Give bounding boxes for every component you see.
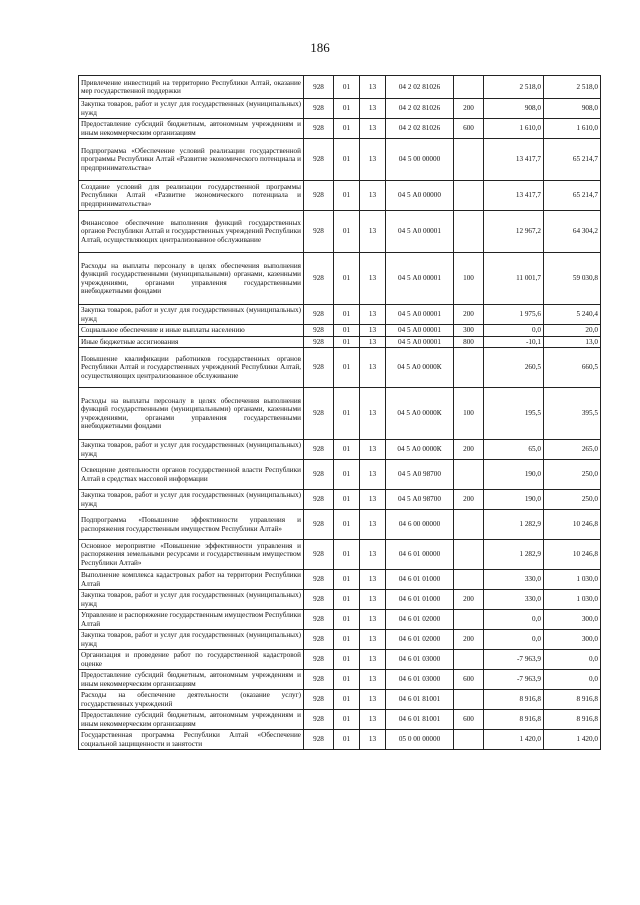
table-row bbox=[79, 119, 601, 139]
cell-amount-2: 10 246,8 bbox=[544, 540, 601, 570]
cell-amount-2: 8 916,8 bbox=[544, 690, 601, 710]
cell-amount-1: 0,0 bbox=[484, 325, 544, 337]
cell-amount-1: 0,0 bbox=[484, 610, 544, 630]
cell-expense-type: 600 bbox=[454, 670, 484, 690]
cell-target-article: 04 5 00 00000 bbox=[386, 139, 454, 181]
cell-amount-1: 12 967,2 bbox=[484, 211, 544, 253]
cell-expense-type bbox=[454, 610, 484, 630]
cell-expense-type bbox=[454, 460, 484, 490]
cell-description: Закупка товаров, работ и услуг для государственных (муниципальных) нужд bbox=[79, 440, 304, 460]
table-row bbox=[79, 570, 601, 590]
cell-subsection: 13 bbox=[360, 388, 386, 440]
cell-admin-code: 928 bbox=[304, 181, 334, 211]
cell-amount-2: 660,5 bbox=[544, 348, 601, 388]
cell-admin-code: 928 bbox=[304, 211, 334, 253]
cell-expense-type: 200 bbox=[454, 99, 484, 119]
cell-admin-code: 928 bbox=[304, 590, 334, 610]
cell-admin-code: 928 bbox=[304, 690, 334, 710]
cell-subsection: 13 bbox=[360, 139, 386, 181]
cell-description: Организация и проведение работ по государственной кадастровой оценке bbox=[79, 650, 304, 670]
cell-amount-1: 13 417,7 bbox=[484, 139, 544, 181]
table-row bbox=[79, 690, 601, 710]
cell-target-article: 04 5 А0 0000К bbox=[386, 348, 454, 388]
cell-description: Расходы на выплаты персоналу в целях обеспечения выполнения функций государственными (муниципальными) органами, казенными учреждениями, органами управления государственными внебюджетными фондами bbox=[79, 253, 304, 305]
cell-expense-type: 800 bbox=[454, 336, 484, 348]
cell-amount-2: 0,0 bbox=[544, 650, 601, 670]
cell-amount-2: 265,0 bbox=[544, 440, 601, 460]
cell-description: Предоставление субсидий бюджетным, автономным учреждениям и иным некоммерческим организациям bbox=[79, 119, 304, 139]
table-row bbox=[79, 181, 601, 211]
cell-section: 01 bbox=[334, 139, 360, 181]
cell-section: 01 bbox=[334, 336, 360, 348]
cell-description: Повышение квалификации работников государственных органов Республики Алтай и государственных учреждений Республики Алтай, осуществляющих централизованное обслуживание bbox=[79, 348, 304, 388]
cell-subsection: 13 bbox=[360, 211, 386, 253]
table-row bbox=[79, 211, 601, 253]
cell-target-article: 04 6 01 01000 bbox=[386, 570, 454, 590]
cell-amount-1: 190,0 bbox=[484, 490, 544, 510]
cell-description: Предоставление субсидий бюджетным, автономным учреждениям и иным некоммерческим организациям bbox=[79, 710, 304, 730]
cell-expense-type: 200 bbox=[454, 440, 484, 460]
cell-admin-code: 928 bbox=[304, 650, 334, 670]
cell-amount-2: 250,0 bbox=[544, 460, 601, 490]
cell-amount-2: 13,0 bbox=[544, 336, 601, 348]
table-body bbox=[79, 76, 601, 750]
cell-admin-code: 928 bbox=[304, 76, 334, 99]
table-row bbox=[79, 670, 601, 690]
cell-description: Социальное обеспечение и иные выплаты населению bbox=[79, 325, 304, 337]
cell-amount-2: 1 610,0 bbox=[544, 119, 601, 139]
cell-expense-type bbox=[454, 76, 484, 99]
cell-admin-code: 928 bbox=[304, 510, 334, 540]
cell-target-article: 04 5 А0 98700 bbox=[386, 490, 454, 510]
cell-description: Закупка товаров, работ и услуг для государственных (муниципальных) нужд bbox=[79, 305, 304, 325]
cell-admin-code: 928 bbox=[304, 540, 334, 570]
cell-subsection: 13 bbox=[360, 305, 386, 325]
cell-amount-2: 59 030,8 bbox=[544, 253, 601, 305]
cell-subsection: 13 bbox=[360, 610, 386, 630]
cell-section: 01 bbox=[334, 650, 360, 670]
cell-target-article: 04 2 02 81026 bbox=[386, 76, 454, 99]
table-row bbox=[79, 76, 601, 99]
cell-amount-2: 250,0 bbox=[544, 490, 601, 510]
cell-description: Подпрограмма «Повышение эффективности управления и распоряжения государственным имуществом Республики Алтай» bbox=[79, 510, 304, 540]
table-row bbox=[79, 540, 601, 570]
cell-expense-type: 200 bbox=[454, 305, 484, 325]
table-row bbox=[79, 253, 601, 305]
cell-expense-type bbox=[454, 139, 484, 181]
cell-description: Иные бюджетные ассигнования bbox=[79, 336, 304, 348]
cell-target-article: 04 5 А0 00001 bbox=[386, 325, 454, 337]
cell-amount-1: 1 282,9 bbox=[484, 510, 544, 540]
table-row bbox=[79, 325, 601, 337]
cell-admin-code: 928 bbox=[304, 730, 334, 750]
table-row bbox=[79, 139, 601, 181]
cell-section: 01 bbox=[334, 710, 360, 730]
cell-target-article: 04 6 01 03000 bbox=[386, 650, 454, 670]
table-row bbox=[79, 510, 601, 540]
cell-subsection: 13 bbox=[360, 730, 386, 750]
cell-amount-1: 65,0 bbox=[484, 440, 544, 460]
cell-target-article: 04 5 А0 98700 bbox=[386, 460, 454, 490]
cell-admin-code: 928 bbox=[304, 253, 334, 305]
cell-amount-1: 908,0 bbox=[484, 99, 544, 119]
cell-amount-2: 908,0 bbox=[544, 99, 601, 119]
cell-target-article: 04 6 01 01000 bbox=[386, 590, 454, 610]
cell-amount-2: 2 518,0 bbox=[544, 76, 601, 99]
cell-amount-2: 1 420,0 bbox=[544, 730, 601, 750]
cell-subsection: 13 bbox=[360, 540, 386, 570]
table-row bbox=[79, 490, 601, 510]
cell-subsection: 13 bbox=[360, 570, 386, 590]
cell-section: 01 bbox=[334, 730, 360, 750]
cell-amount-1: 1 610,0 bbox=[484, 119, 544, 139]
cell-expense-type bbox=[454, 730, 484, 750]
cell-amount-2: 65 214,7 bbox=[544, 139, 601, 181]
cell-subsection: 13 bbox=[360, 510, 386, 540]
table-row bbox=[79, 440, 601, 460]
cell-subsection: 13 bbox=[360, 710, 386, 730]
cell-section: 01 bbox=[334, 99, 360, 119]
cell-admin-code: 928 bbox=[304, 490, 334, 510]
cell-subsection: 13 bbox=[360, 590, 386, 610]
cell-admin-code: 928 bbox=[304, 99, 334, 119]
cell-subsection: 13 bbox=[360, 348, 386, 388]
cell-subsection: 13 bbox=[360, 181, 386, 211]
cell-admin-code: 928 bbox=[304, 119, 334, 139]
cell-description: Управление и распоряжение государственным имуществом Республики Алтай bbox=[79, 610, 304, 630]
cell-amount-1: -7 963,9 bbox=[484, 670, 544, 690]
table-row bbox=[79, 460, 601, 490]
cell-description: Подпрограмма «Обеспечение условий реализации государственной программы Республики Алтай «Развитие экономического потенциала и предпринимательства» bbox=[79, 139, 304, 181]
cell-description: Государственная программа Республики Алтай «Обеспечение социальной защищенности и занятости bbox=[79, 730, 304, 750]
table-row bbox=[79, 590, 601, 610]
page-number: 186 bbox=[310, 40, 330, 55]
cell-expense-type: 100 bbox=[454, 388, 484, 440]
table-row bbox=[79, 336, 601, 348]
cell-subsection: 13 bbox=[360, 76, 386, 99]
cell-description: Выполнение комплекса кадастровых работ на территории Республики Алтай bbox=[79, 570, 304, 590]
cell-amount-1: 0,0 bbox=[484, 630, 544, 650]
cell-section: 01 bbox=[334, 590, 360, 610]
cell-expense-type bbox=[454, 348, 484, 388]
cell-expense-type: 100 bbox=[454, 253, 484, 305]
cell-target-article: 04 5 А0 00001 bbox=[386, 305, 454, 325]
cell-amount-2: 300,0 bbox=[544, 610, 601, 630]
cell-section: 01 bbox=[334, 181, 360, 211]
cell-subsection: 13 bbox=[360, 99, 386, 119]
cell-amount-1: 1 282,9 bbox=[484, 540, 544, 570]
cell-amount-1: -7 963,9 bbox=[484, 650, 544, 670]
table-row bbox=[79, 305, 601, 325]
cell-target-article: 04 5 А0 00001 bbox=[386, 211, 454, 253]
cell-admin-code: 928 bbox=[304, 440, 334, 460]
cell-section: 01 bbox=[334, 670, 360, 690]
cell-amount-1: 330,0 bbox=[484, 570, 544, 590]
cell-description: Закупка товаров, работ и услуг для государственных (муниципальных) нужд bbox=[79, 490, 304, 510]
cell-expense-type bbox=[454, 540, 484, 570]
cell-section: 01 bbox=[334, 388, 360, 440]
cell-target-article: 04 5 А0 0000К bbox=[386, 388, 454, 440]
cell-target-article: 04 6 01 00000 bbox=[386, 540, 454, 570]
cell-amount-2: 300,0 bbox=[544, 630, 601, 650]
cell-section: 01 bbox=[334, 570, 360, 590]
cell-description: Расходы на обеспечение деятельности (оказание услуг) государственных учреждений bbox=[79, 690, 304, 710]
cell-amount-2: 5 240,4 bbox=[544, 305, 601, 325]
cell-amount-2: 1 030,0 bbox=[544, 570, 601, 590]
cell-admin-code: 928 bbox=[304, 670, 334, 690]
cell-amount-2: 0,0 bbox=[544, 670, 601, 690]
cell-amount-1: 11 001,7 bbox=[484, 253, 544, 305]
cell-section: 01 bbox=[334, 510, 360, 540]
cell-subsection: 13 bbox=[360, 630, 386, 650]
table-row bbox=[79, 388, 601, 440]
cell-description: Привлечение инвестиций на территорию Республики Алтай, оказание мер государственной поддержки bbox=[79, 76, 304, 99]
cell-section: 01 bbox=[334, 630, 360, 650]
cell-target-article: 04 6 01 02000 bbox=[386, 610, 454, 630]
cell-description: Финансовое обеспечение выполнения функций государственных органов Республики Алтай и государственных учреждений Республики Алтай, осуществляющих централизованное обслуживание bbox=[79, 211, 304, 253]
cell-admin-code: 928 bbox=[304, 460, 334, 490]
cell-expense-type: 200 bbox=[454, 490, 484, 510]
cell-target-article: 04 6 01 03000 bbox=[386, 670, 454, 690]
cell-expense-type bbox=[454, 650, 484, 670]
cell-admin-code: 928 bbox=[304, 630, 334, 650]
cell-expense-type: 200 bbox=[454, 630, 484, 650]
cell-section: 01 bbox=[334, 490, 360, 510]
cell-admin-code: 928 bbox=[304, 570, 334, 590]
cell-admin-code: 928 bbox=[304, 710, 334, 730]
cell-target-article: 04 5 А0 00001 bbox=[386, 336, 454, 348]
cell-target-article: 04 6 00 00000 bbox=[386, 510, 454, 540]
table-row bbox=[79, 348, 601, 388]
cell-section: 01 bbox=[334, 76, 360, 99]
cell-expense-type bbox=[454, 211, 484, 253]
cell-amount-2: 65 214,7 bbox=[544, 181, 601, 211]
cell-target-article: 05 0 00 00000 bbox=[386, 730, 454, 750]
cell-section: 01 bbox=[334, 348, 360, 388]
cell-target-article: 04 2 02 81026 bbox=[386, 119, 454, 139]
cell-admin-code: 928 bbox=[304, 610, 334, 630]
cell-amount-2: 20,0 bbox=[544, 325, 601, 337]
cell-admin-code: 928 bbox=[304, 388, 334, 440]
cell-description: Создание условий для реализации государственной программы Республики Алтай «Развитие экономического потенциала и предпринимательства» bbox=[79, 181, 304, 211]
cell-expense-type bbox=[454, 181, 484, 211]
cell-subsection: 13 bbox=[360, 650, 386, 670]
cell-admin-code: 928 bbox=[304, 139, 334, 181]
cell-amount-2: 8 916,8 bbox=[544, 710, 601, 730]
cell-admin-code: 928 bbox=[304, 325, 334, 337]
cell-admin-code: 928 bbox=[304, 348, 334, 388]
cell-description: Закупка товаров, работ и услуг для государственных (муниципальных) нужд bbox=[79, 590, 304, 610]
cell-section: 01 bbox=[334, 540, 360, 570]
cell-amount-2: 64 304,2 bbox=[544, 211, 601, 253]
cell-subsection: 13 bbox=[360, 490, 386, 510]
cell-target-article: 04 5 А0 0000К bbox=[386, 440, 454, 460]
cell-target-article: 04 2 02 81026 bbox=[386, 99, 454, 119]
cell-description: Закупка товаров, работ и услуг для государственных (муниципальных) нужд bbox=[79, 630, 304, 650]
table-row bbox=[79, 610, 601, 630]
cell-target-article: 04 5 А0 00000 bbox=[386, 181, 454, 211]
cell-expense-type bbox=[454, 690, 484, 710]
cell-amount-2: 10 246,8 bbox=[544, 510, 601, 540]
cell-expense-type bbox=[454, 510, 484, 540]
table-row bbox=[79, 710, 601, 730]
cell-expense-type bbox=[454, 570, 484, 590]
cell-amount-1: 13 417,7 bbox=[484, 181, 544, 211]
cell-amount-1: 260,5 bbox=[484, 348, 544, 388]
table-row bbox=[79, 99, 601, 119]
cell-target-article: 04 6 01 02000 bbox=[386, 630, 454, 650]
cell-section: 01 bbox=[334, 253, 360, 305]
cell-subsection: 13 bbox=[360, 119, 386, 139]
table-row bbox=[79, 730, 601, 750]
cell-description: Освещение деятельности органов государственной власти Республики Алтай в средствах массовой информации bbox=[79, 460, 304, 490]
cell-section: 01 bbox=[334, 119, 360, 139]
cell-amount-1: 330,0 bbox=[484, 590, 544, 610]
cell-section: 01 bbox=[334, 440, 360, 460]
cell-section: 01 bbox=[334, 305, 360, 325]
cell-target-article: 04 6 01 81001 bbox=[386, 710, 454, 730]
cell-subsection: 13 bbox=[360, 253, 386, 305]
cell-section: 01 bbox=[334, 690, 360, 710]
cell-description: Расходы на выплаты персоналу в целях обеспечения выполнения функций государственными (муниципальными) органами, казенными учреждениями, органами управления государственными внебюджетными фондами bbox=[79, 388, 304, 440]
cell-description: Закупка товаров, работ и услуг для государственных (муниципальных) нужд bbox=[79, 99, 304, 119]
table-row bbox=[79, 630, 601, 650]
cell-amount-1: 8 916,8 bbox=[484, 710, 544, 730]
cell-amount-2: 1 030,0 bbox=[544, 590, 601, 610]
cell-description: Предоставление субсидий бюджетным, автономным учреждениям и иным некоммерческим организациям bbox=[79, 670, 304, 690]
cell-admin-code: 928 bbox=[304, 305, 334, 325]
cell-subsection: 13 bbox=[360, 460, 386, 490]
cell-target-article: 04 6 01 81001 bbox=[386, 690, 454, 710]
cell-target-article: 04 5 А0 00001 bbox=[386, 253, 454, 305]
cell-description: Основное мероприятие «Повышение эффективности управления и распоряжения земельными ресурсами и государственным имуществом Республики Алтай» bbox=[79, 540, 304, 570]
cell-section: 01 bbox=[334, 211, 360, 253]
cell-section: 01 bbox=[334, 325, 360, 337]
cell-expense-type: 600 bbox=[454, 119, 484, 139]
cell-amount-1: 1 420,0 bbox=[484, 730, 544, 750]
cell-section: 01 bbox=[334, 610, 360, 630]
cell-amount-1: 8 916,8 bbox=[484, 690, 544, 710]
cell-expense-type: 600 bbox=[454, 710, 484, 730]
cell-subsection: 13 bbox=[360, 336, 386, 348]
cell-subsection: 13 bbox=[360, 670, 386, 690]
cell-amount-1: -10,1 bbox=[484, 336, 544, 348]
cell-subsection: 13 bbox=[360, 690, 386, 710]
cell-amount-2: 395,5 bbox=[544, 388, 601, 440]
cell-subsection: 13 bbox=[360, 440, 386, 460]
cell-expense-type: 200 bbox=[454, 590, 484, 610]
cell-subsection: 13 bbox=[360, 325, 386, 337]
budget-table bbox=[78, 75, 601, 750]
cell-amount-1: 1 975,6 bbox=[484, 305, 544, 325]
cell-expense-type: 300 bbox=[454, 325, 484, 337]
cell-amount-1: 190,0 bbox=[484, 460, 544, 490]
table-row bbox=[79, 650, 601, 670]
cell-amount-1: 195,5 bbox=[484, 388, 544, 440]
cell-admin-code: 928 bbox=[304, 336, 334, 348]
cell-section: 01 bbox=[334, 460, 360, 490]
cell-amount-1: 2 518,0 bbox=[484, 76, 544, 99]
